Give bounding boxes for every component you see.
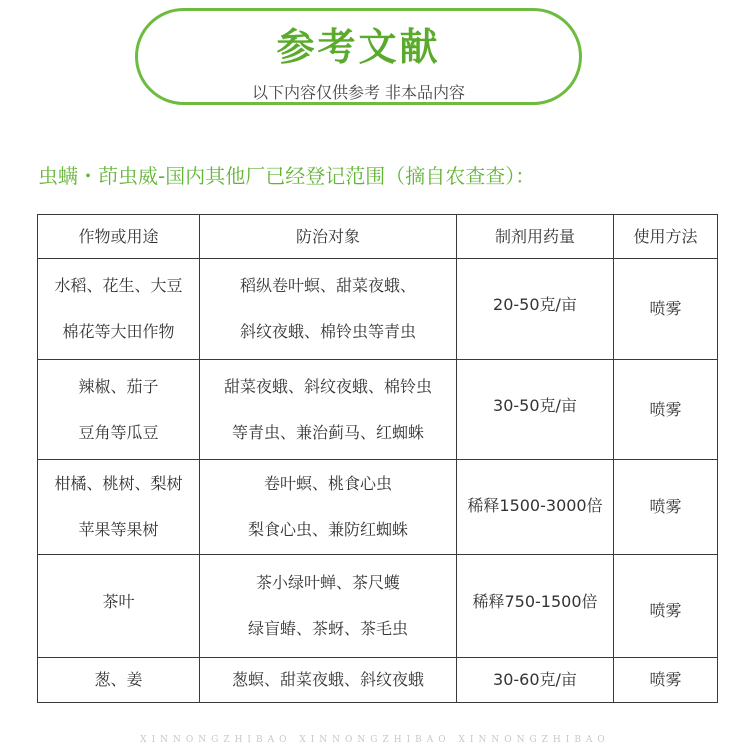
target-line: 卷叶螟、桃食心虫 [263,474,392,493]
target-line: 绿盲蝽、茶蚜、茶毛虫 [247,619,408,638]
header-target: 防治对象 [200,215,457,259]
crop-line: 苹果等果树 [78,520,159,539]
target-line: 斜纹夜蛾、棉铃虫等青虫 [239,322,416,341]
crop-line: 柑橘、桃树、梨树 [54,474,183,493]
target-cell [200,555,457,658]
dosage-cell: 20-50克/亩 [457,259,614,360]
dosage-cell: 稀释750-1500倍 [457,555,614,658]
table-row [38,360,718,460]
method-cell: 喷雾 [614,259,718,360]
crop-cell: 葱、姜 [38,658,200,703]
method-cell: 喷雾 [614,555,718,658]
crop-cell: 茶叶 [38,555,200,658]
crop-line: 辣椒、茄子 [78,376,159,396]
reference-title: 参考文献 [276,25,441,69]
reference-subtitle: 以下内容仅供参考 非本品内容 [251,83,466,102]
table-row [38,555,718,658]
method-cell: 喷雾 [614,658,718,703]
dosage-cell: 30-50克/亩 [457,360,614,460]
crop-line: 豆角等瓜豆 [78,422,159,442]
target-cell [200,259,457,360]
target-line: 茶小绿叶蝉、茶尺蠖 [255,573,400,592]
table-row [38,259,718,360]
reference-banner [135,8,582,105]
target-line: 等青虫、兼治蓟马、红蜘蛛 [231,422,424,442]
section-heading: 虫螨・茚虫威-国内其他厂已经登记范围（摘自农查查）： [38,164,536,188]
dosage-cell: 稀释1500-3000倍 [457,460,614,555]
table-row [38,658,718,703]
crop-line: 水稻、花生、大豆 [54,276,183,295]
target-cell: 葱螟、甜菜夜蛾、斜纹夜蛾 [200,658,457,703]
target-cell [200,460,457,555]
table-row [38,460,718,555]
crop-cell [38,259,200,360]
target-line: 梨食心虫、兼防红蜘蛛 [247,520,408,539]
crop-line: 棉花等大田作物 [62,322,175,341]
dosage-cell: 30-60克/亩 [457,658,614,703]
target-line: 甜菜夜蛾、斜纹夜蛾、棉铃虫 [223,376,432,396]
watermark-text: XINNONGZHIBAO XINNONGZHIBAO XINNONGZHIBAO [140,735,610,745]
registration-table [37,214,718,703]
header-crop: 作物或用途 [38,215,200,259]
crop-cell [38,460,200,555]
target-cell [200,360,457,460]
crop-cell [38,360,200,460]
header-dosage: 制剂用药量 [457,215,614,259]
method-cell: 喷雾 [614,460,718,555]
table-header-row [38,215,718,259]
target-line: 稻纵卷叶螟、甜菜夜蛾、 [239,276,416,295]
method-cell: 喷雾 [614,360,718,460]
header-method: 使用方法 [614,215,718,259]
